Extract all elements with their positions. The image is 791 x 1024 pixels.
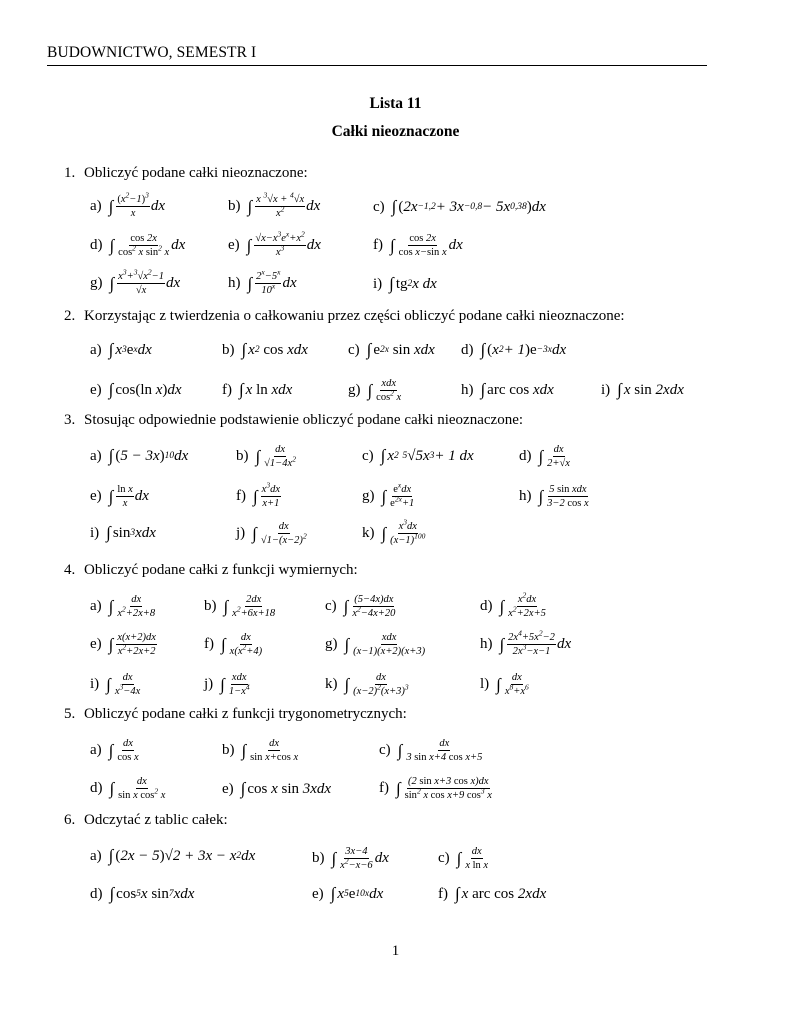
problem-text: Obliczyć podane całki nieoznaczone: — [84, 165, 308, 181]
exercise-3f: f) ∫ $\frac{x^3dx}{x+1}$ — [236, 480, 281, 510]
problem-6 — [64, 812, 228, 829]
exercise-3k: k) ∫ $\frac{x^3dx}{(x-1)^{100}}$ — [362, 517, 426, 547]
exercise-2d: d) ∫ ( x 2 + 1 ) e −3x dx — [461, 340, 567, 359]
exercise-2g: g) ∫ $\frac{\text{xdx}}{\cos^2 x}$ — [348, 378, 402, 404]
exercise-4i: i) ∫ $\frac{dx}{x^3-4x}$ — [90, 672, 141, 698]
exercise-2h: h) ∫ arc cos xdx — [461, 380, 554, 399]
exercise-3e: e) ∫ $\frac{\text{ln x}}{x}$ dx — [90, 484, 149, 510]
exercise-5d: d) ∫ $\frac{dx}{\sin x \cos^2 x}$ — [90, 776, 166, 802]
problem-number: 6. — [64, 812, 76, 828]
problem-number: 5. — [64, 706, 76, 722]
exercise-4k: k) ∫ $\frac{dx}{(x-2)^2(x+3)^3}$ — [325, 672, 409, 698]
problem-4 — [64, 562, 358, 579]
exercise-3d: d) ∫ $\frac{dx}{2+√x}$ — [519, 444, 570, 470]
exercise-6e: e) ∫ x 5 e 10x dx — [312, 884, 384, 903]
problem-text: Obliczyć podane całki z funkcji trygonometrycznych: — [84, 706, 407, 722]
exercise-1a: a) ∫ $\frac{(x^2-1)^3}{x}$ dx — [90, 190, 166, 220]
exercise-4e: e) ∫ $\frac{x(x+2)dx}{x^2+2x+2}$ — [90, 632, 156, 658]
problem-text: Odczytać z tablic całek: — [84, 812, 228, 828]
problem-3 — [64, 412, 523, 429]
exercise-2e: e) ∫ cos(ln x ) dx — [90, 380, 182, 399]
exercise-5f: f) ∫ $\frac{\text{(2 sin x+3 cos x)dx}}{\sin^2 x \cos x+9 \cos^3 x}$ — [379, 776, 492, 802]
problem-2 — [64, 308, 625, 325]
header-rule — [47, 65, 707, 66]
exercise-6d: d) ∫ cos 5 x sin 7 xdx — [90, 884, 195, 903]
exercise-4l: l) ∫ $\frac{dx}{x^8+x^6}$ — [480, 672, 529, 698]
page-number: 1 — [391, 943, 400, 959]
exercise-2i: i) ∫ x sin 2xdx — [601, 380, 684, 399]
exercise-4f: f) ∫ $\frac{dx}{x(x^2+4)}$ — [204, 632, 263, 658]
exercise-1i: i) ∫ tg 2 x dx — [373, 274, 437, 293]
exercise-1c: c) ∫ ( 2x −1,2 + 3x −0,8 − 5x 0,38 ) dx — [373, 197, 546, 216]
exercise-3j: j) ∫ $\frac{dx}{√1-(x-2)^2}$ — [236, 521, 307, 547]
exercise-3c: c) ∫ x 2 5 √5x 3 + 1 dx — [362, 446, 474, 465]
exercise-4j: j) ∫ $\frac{\text{xdx}}{1-x^4}$ — [204, 672, 250, 698]
problem-5 — [64, 706, 407, 723]
exercise-6c: c) ∫ $\frac{dx}{\text{x ln x}}$ — [438, 846, 489, 872]
exercise-4d: d) ∫ $\frac{x^2dx}{x^2+2x+5}$ — [480, 590, 546, 620]
problem-number: 1. — [64, 165, 76, 181]
exercise-4c: c) ∫ $\frac{(5-4x)dx}{x^2-4x+20}$ — [325, 594, 396, 620]
problem-text: Obliczyć podane całki z funkcji wymiernych: — [84, 562, 358, 578]
exercise-4a: a) ∫ $\frac{dx}{x^2+2x+8}$ — [90, 594, 156, 620]
exercise-1g: g) ∫ $\frac{x^3+^3√x^2-1}{√x}$ dx — [90, 267, 181, 297]
exercise-5b: b) ∫ $\frac{dx}{\text{sin x+cos x}}$ — [222, 738, 299, 764]
exercise-5a: a) ∫ $\frac{dx}{\text{cos x}}$ — [90, 738, 139, 764]
exercise-6f: f) ∫ x arc cos 2xdx — [438, 884, 547, 903]
exercise-2f: f) ∫ x ln xdx — [222, 380, 293, 399]
exercise-6b: b) ∫ $\frac{3x-4}{x^2-x-6}$ dx — [312, 846, 389, 872]
exercise-4g: g) ∫ $\frac{\text{xdx}}{(x-1)(x+2)(x+3)}$ — [325, 632, 426, 658]
running-header: BUDOWNICTWO, SEMESTR I — [47, 44, 257, 61]
sheet-subtitle: Całki nieoznaczone — [331, 123, 460, 140]
exercise-3i: i) ∫ sin 3 xdx — [90, 523, 156, 542]
exercise-3a: a) ∫ ( 5 − 3x ) 10 dx — [90, 446, 189, 465]
exercise-4h: h) ∫ $\frac{2x^4+5x^2-2}{2x^3-x-1}$ dx — [480, 628, 572, 658]
exercise-1b: b) ∫ $\frac{x ^3√x + ^4√x}{x^2}$ dx — [228, 190, 321, 220]
exercise-1d: d) ∫ $\frac{\cos 2x}{\cos^2 x \sin^2 x}$ dx — [90, 233, 186, 259]
exercise-5e: e) ∫ cos x sin 3xdx — [222, 779, 332, 798]
exercise-3g: g) ∫ $\frac{e^xdx}{e^{2x}+1}$ — [362, 480, 415, 510]
exercise-1f: f) ∫ $\frac{\cos 2x}{\text{cos x−sin x}}$ dx — [373, 233, 463, 259]
exercise-2b: b) ∫ x 2 cos xdx — [222, 340, 308, 359]
exercise-3b: b) ∫ $\frac{dx}{√1-4x^2}$ — [236, 444, 296, 470]
problem-number: 3. — [64, 412, 76, 428]
sheet-title: Lista 11 — [369, 95, 422, 112]
problem-number: 2. — [64, 308, 76, 324]
exercise-5c: c) ∫ $\frac{dx}{\text{3 sin x+4 cos x+5}}$ — [379, 738, 483, 764]
problem-text: Korzystając z twierdzenia o całkowaniu przez części obliczyć podane całki nieoznaczone: — [84, 308, 625, 324]
problem-1 — [64, 165, 308, 182]
exercise-3h: h) ∫ $\frac{\text{5 sin xdx}}{\text{3−2 cos x}}$ — [519, 484, 589, 510]
exercise-2c: c) ∫ e 2x sin xdx — [348, 340, 435, 359]
exercise-2a: a) ∫ x 3 e x dx — [90, 340, 152, 359]
exercise-4b: b) ∫ $\frac{2dx}{x^2+6x+18}$ — [204, 594, 276, 620]
exercise-6a: a) ∫ ( 2x − 5 ) √2 + 3x − x 2 dx — [90, 846, 256, 865]
problem-number: 4. — [64, 562, 76, 578]
exercise-1h: h) ∫ $\frac{2^x-5^x}{10^x}$ dx — [228, 267, 297, 297]
exercise-1e: e) ∫ $\frac{√x-x^3e^x+x^2}{x^3}$ dx — [228, 229, 321, 259]
problem-text: Stosując odpowiednie podstawienie obliczyć podane całki nieoznaczone: — [84, 412, 524, 428]
